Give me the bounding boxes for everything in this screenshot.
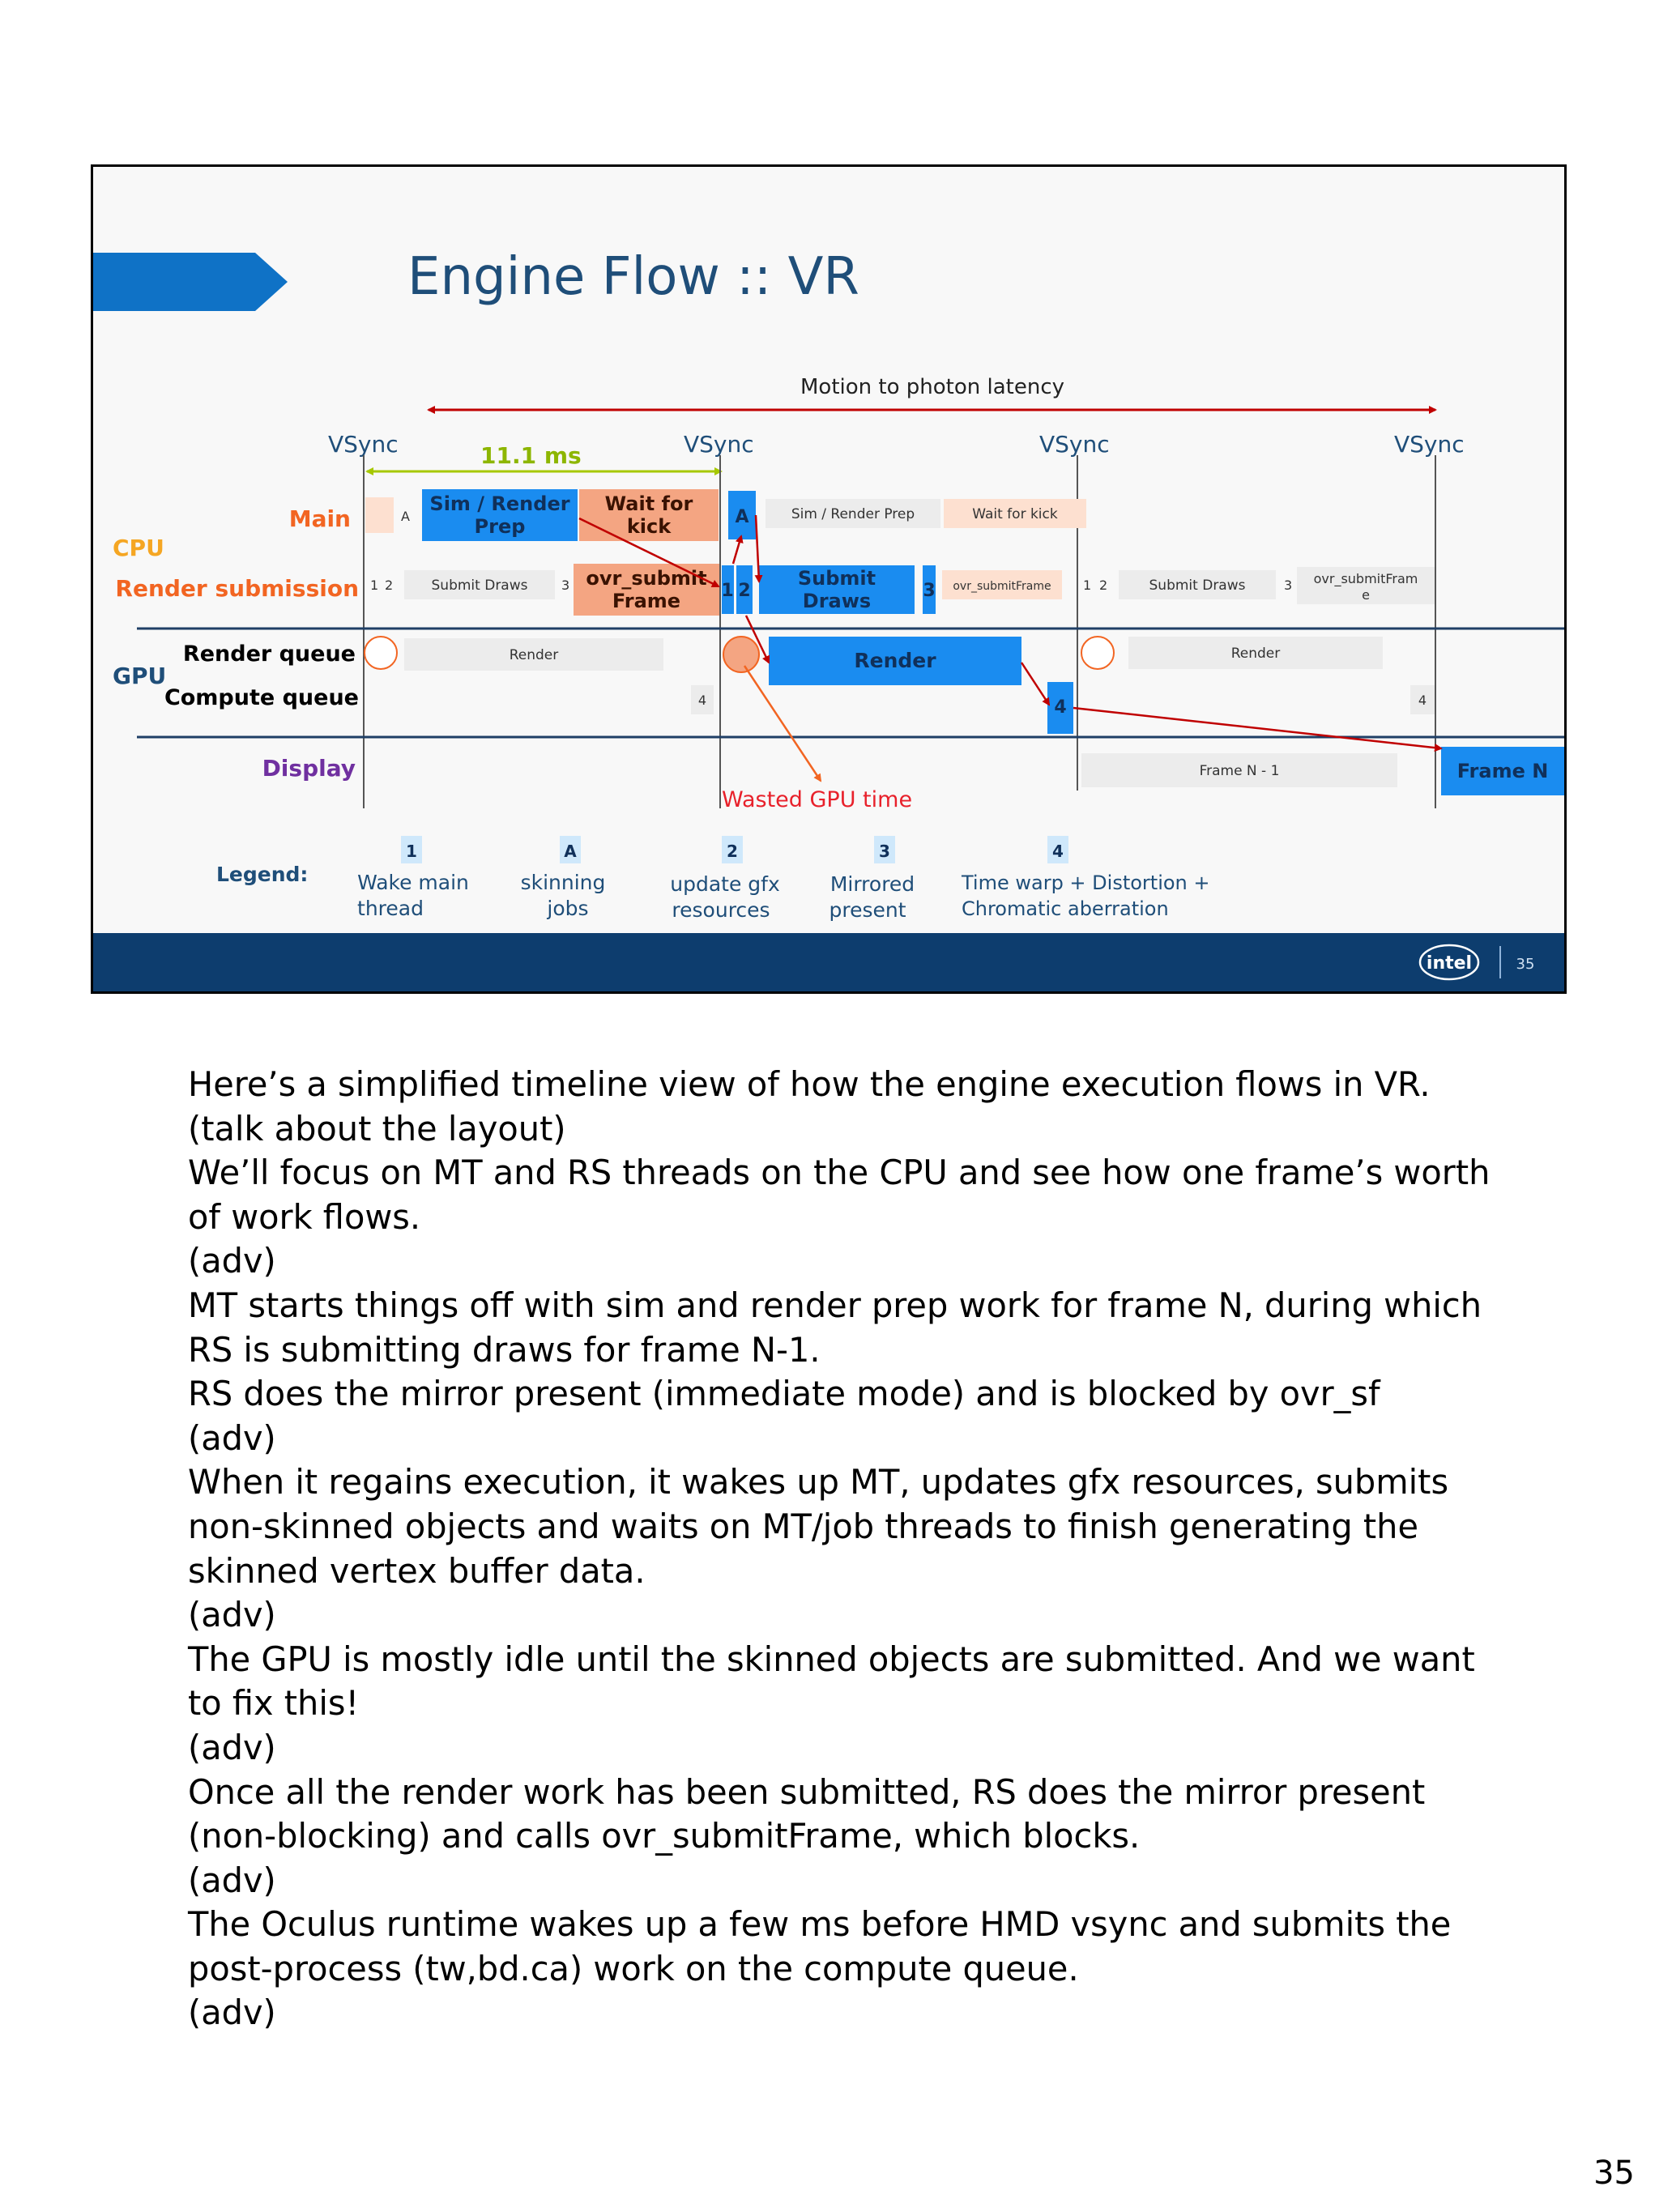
- ovr-submitframe-next-label: ovr_submitFrame: [953, 580, 1051, 593]
- legend-item-a-line2: jobs: [547, 897, 589, 920]
- ovr-submit-frame-label-1: ovr_submit: [586, 567, 707, 590]
- note-line: We’ll focus on MT and RS threads on the CPU and see how one frame’s worth of work flows.: [188, 1153, 1491, 1237]
- compute-prev-label: 4: [697, 693, 707, 708]
- legend-key-3: 3: [879, 842, 890, 861]
- note-line: Once all the render work has been submitted, RS does the mirror present (non-blocking) and calls ovr_submitFrame, which blocks.: [188, 1771, 1426, 1856]
- legend-item-1-line1: Wake main: [357, 871, 469, 894]
- render-block-label: Render: [854, 649, 936, 672]
- slide-footer-bar: [93, 933, 1564, 991]
- sim-render-prep-label-1: Sim / Render: [429, 492, 570, 515]
- wait-for-kick-label-1: Wait for: [604, 492, 693, 515]
- engine-flow-diagram: [93, 167, 1564, 991]
- legend-key-a: A: [564, 842, 577, 861]
- submit-draws-prev-label: Submit Draws: [431, 578, 528, 594]
- row-label-compute-queue: Compute queue: [164, 685, 359, 710]
- row-label-main: Main: [288, 505, 351, 532]
- note-line: The Oculus runtime wakes up a few ms before HMD vsync and submits the post-process (tw,bd.ca) work on the compute queue.: [188, 1904, 1452, 1988]
- note-line: RS does the mirror present (immediate mode) and is blocked by ovr_sf: [188, 1374, 1380, 1414]
- timewarp-marker-label: 4: [1054, 697, 1067, 718]
- legend-key-1: 1: [406, 842, 417, 861]
- latency-label: Motion to photon latency: [800, 375, 1065, 399]
- note-line: (adv): [188, 1993, 276, 2033]
- ovr-submit-frame-label-2: Frame: [612, 590, 681, 612]
- rs-marker-1a: 1: [370, 578, 379, 593]
- main-idle-block: [365, 497, 394, 533]
- mirrored-present-marker-label: 3: [923, 581, 936, 601]
- note-line: (adv): [188, 1241, 276, 1281]
- vsync-label-1: VSync: [328, 431, 399, 458]
- flow-arrow-timewarp-to-frame: [1073, 708, 1441, 748]
- rs-marker-1b: 1: [1083, 578, 1092, 593]
- ovr-submitframe-last-label-b: e: [1362, 587, 1370, 603]
- wake-main-marker-label: 1: [721, 581, 734, 601]
- update-gfx-marker-label: 2: [738, 581, 751, 601]
- legend-key-4: 4: [1052, 842, 1064, 861]
- note-line: (talk about the layout): [188, 1108, 566, 1149]
- note-line: Here’s a simplified timeline view of how the engine execution flows in VR.: [188, 1064, 1431, 1104]
- compute-next-label: 4: [1418, 693, 1427, 708]
- vsync-label-4: VSync: [1394, 431, 1465, 458]
- note-line: (adv): [188, 1727, 276, 1767]
- rs-marker-2b: 2: [1099, 578, 1108, 593]
- title-chevron-icon: [93, 253, 288, 311]
- rs-marker-2a: 2: [385, 578, 394, 593]
- row-label-gpu: GPU: [113, 663, 167, 689]
- legend-item-3-line1: Mirrored: [830, 872, 915, 896]
- row-label-display: Display: [262, 755, 356, 782]
- legend-item-4-line1: Time warp + Distortion +: [962, 872, 1210, 894]
- wait-for-kick-label-2: kick: [626, 515, 672, 538]
- legend-key-2: 2: [727, 842, 738, 861]
- slide-number: 35: [1516, 956, 1535, 973]
- main-marker-a-small: A: [401, 509, 410, 524]
- legend-item-2-line1: update gfx: [670, 872, 780, 896]
- note-line: (adv): [188, 1860, 276, 1900]
- frame-n-minus-1-label: Frame N - 1: [1199, 763, 1280, 779]
- note-line: MT starts things off with sim and render prep work for frame N, during which RS is submitting draws for frame N-1.: [188, 1285, 1482, 1370]
- row-label-render-submission: Render submission: [115, 575, 359, 602]
- vsync-label-2: VSync: [684, 431, 754, 458]
- sim-render-prep-next-label: Sim / Render Prep: [791, 506, 915, 522]
- note-line: (adv): [188, 1417, 276, 1458]
- flow-arrow-render-to-timewarp: [1021, 663, 1049, 705]
- legend-item-4-line2: Chromatic aberration: [962, 897, 1169, 920]
- submit-draws-label-2: Draws: [802, 590, 872, 612]
- page-number: 35: [1593, 2154, 1635, 2192]
- flow-arrow-wake-main: [733, 536, 741, 564]
- ovr-submitframe-last-label-a: ovr_submitFram: [1313, 571, 1418, 586]
- render-next-label: Render: [1230, 646, 1281, 662]
- wasted-gpu-circle: [723, 637, 759, 672]
- row-label-render-queue: Render queue: [182, 641, 356, 667]
- flow-arrow-skinning-to-submit: [756, 515, 759, 582]
- render-queue-idle-circle-1: [365, 637, 397, 669]
- legend-label: Legend:: [216, 863, 309, 886]
- rs-marker-3b: 3: [1284, 578, 1293, 593]
- note-line: When it regains execution, it wakes up MT, updates gfx resources, submits non-skinned objects and waits on MT/job threads to finish generating the skinned vertex buffer data.: [188, 1462, 1449, 1591]
- note-line: (adv): [188, 1595, 276, 1635]
- sim-render-prep-label-2: Prep: [474, 515, 526, 538]
- wasted-gpu-label: Wasted GPU time: [722, 787, 913, 812]
- legend-item-a-line1: skinning: [520, 871, 606, 894]
- frame-n-label: Frame N: [1456, 760, 1549, 782]
- slide-image: [91, 164, 1567, 994]
- intel-logo-text: intel: [1426, 953, 1473, 974]
- render-prev-label: Render: [509, 647, 559, 663]
- legend-item-1-line2: thread: [357, 897, 424, 920]
- vsync-label-3: VSync: [1039, 431, 1110, 458]
- speaker-notes: [188, 1063, 1516, 2035]
- submit-draws-next-label: Submit Draws: [1149, 578, 1246, 594]
- slide-title: Engine Flow :: VR: [407, 247, 859, 307]
- skinning-jobs-marker-label: A: [735, 507, 749, 527]
- row-label-cpu: CPU: [113, 535, 164, 561]
- legend-item-3-line2: present: [829, 898, 906, 922]
- wait-for-kick-next-label: Wait for kick: [972, 506, 1058, 522]
- legend-item-2-line2: resources: [672, 898, 770, 922]
- note-line: The GPU is mostly idle until the skinned objects are submitted. And we want to fix this!: [188, 1639, 1475, 1724]
- render-queue-idle-circle-2: [1081, 637, 1114, 669]
- rs-marker-3a: 3: [561, 578, 570, 593]
- submit-draws-label-1: Submit: [797, 567, 876, 590]
- interval-label: 11.1 ms: [480, 442, 582, 469]
